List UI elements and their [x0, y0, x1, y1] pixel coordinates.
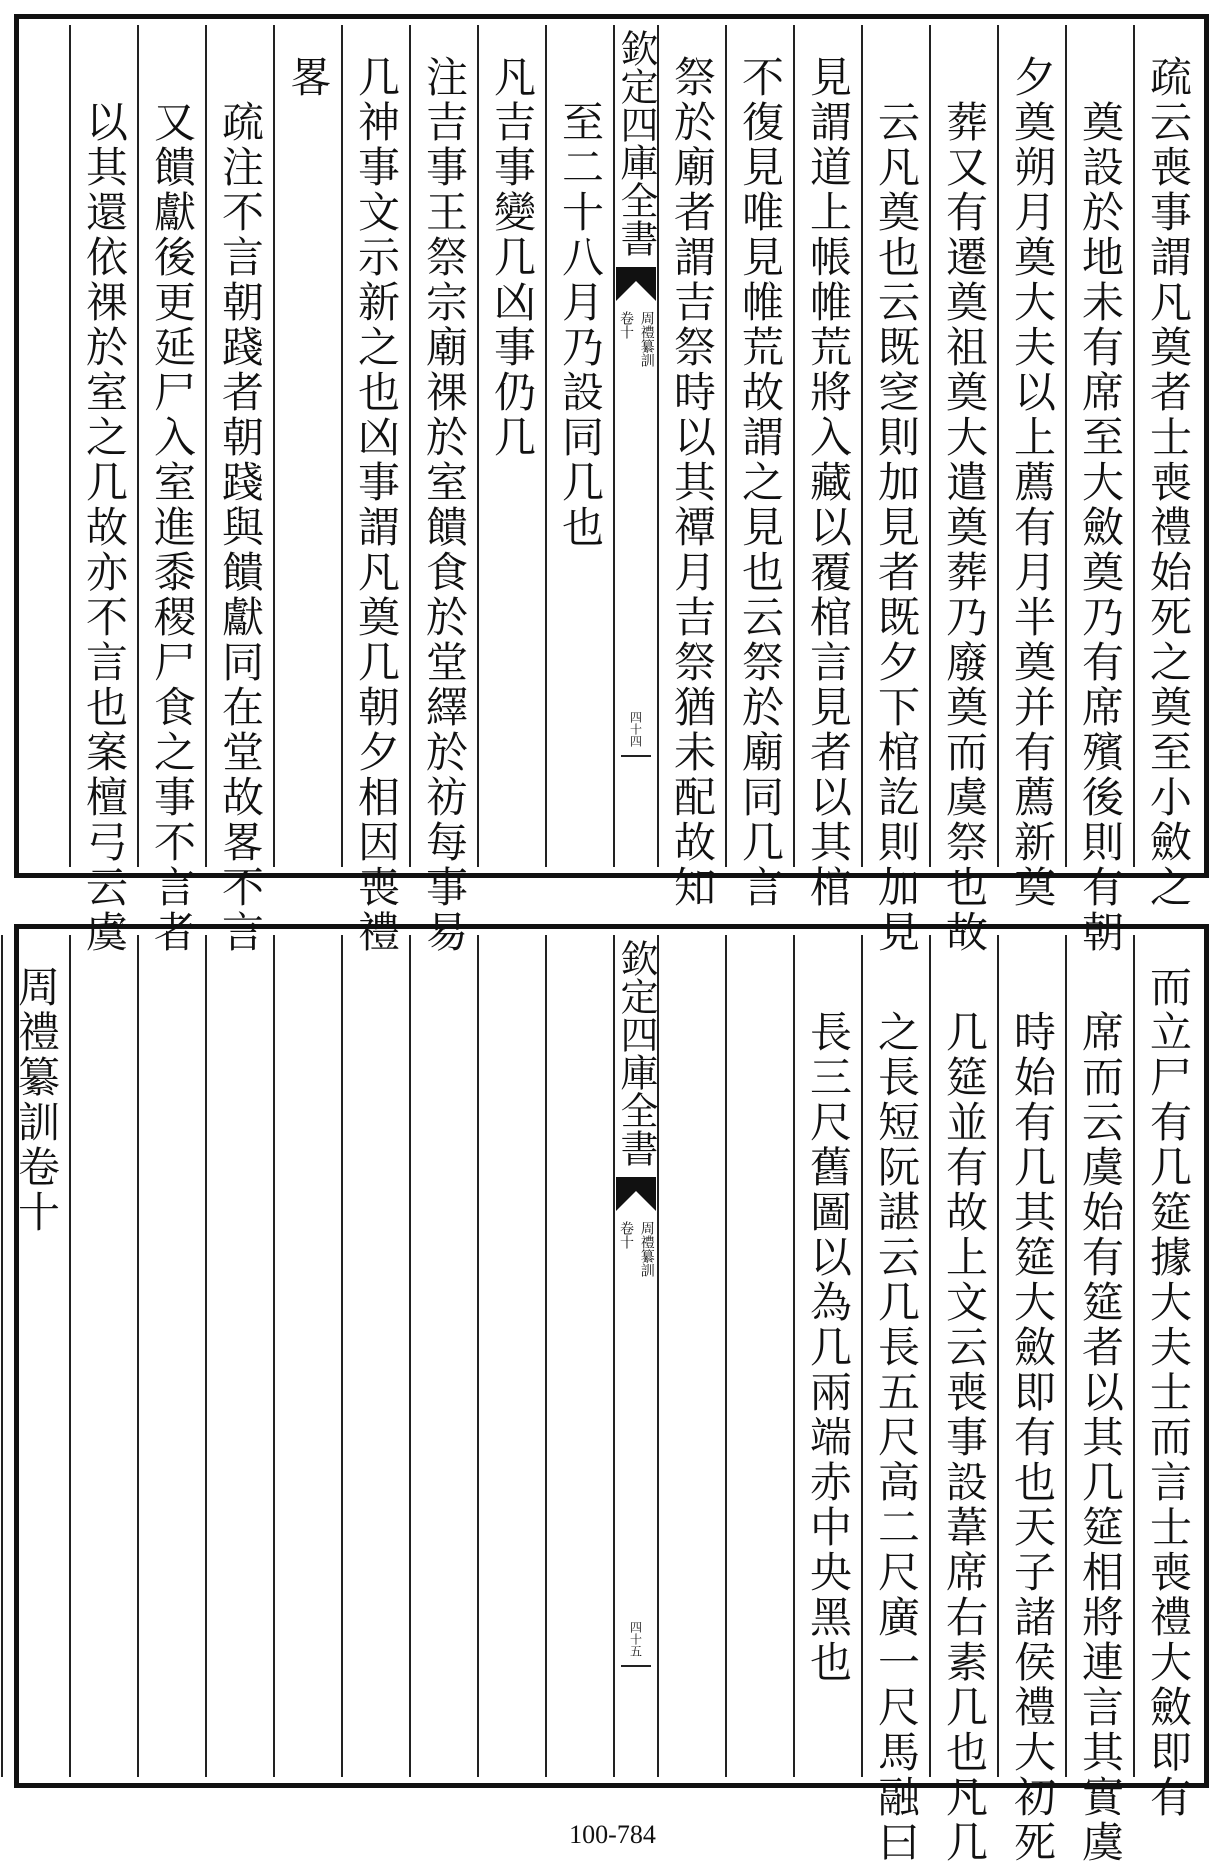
footer-page-ref: 100-784: [569, 1820, 656, 1849]
spine-title: 欽定四庫全書: [614, 29, 658, 257]
text-column: 見謂道上帳帷荒將入藏以覆棺言見者以其棺: [793, 25, 861, 867]
text-column: 席而云虞始有筵者以其几筵相將連言其實虞: [1065, 935, 1133, 1777]
spine-title: 欽定四庫全書: [614, 939, 658, 1167]
text-column: 畧: [273, 25, 341, 867]
text-column: 祭於廟者謂吉祭時以其禫月吉祭猶未配故知: [657, 25, 725, 867]
text-column: 注吉事王祭宗廟祼於室饋食於堂繹於祊每事易: [409, 25, 477, 867]
fish-tail-mark-icon: [616, 1177, 656, 1211]
text-column: 又饋獻後更延尸入室進黍稷尸食之事不言者: [137, 25, 205, 867]
text-column: 以其還依祼於室之几故亦不言也案檀弓云虞: [69, 25, 137, 867]
center-spine: [613, 25, 657, 867]
juan-end-title-column: 周禮纂訓卷十: [1, 935, 69, 1777]
text-column: 至二十八月乃設同几也: [545, 25, 613, 867]
text-column: 凡吉事變几凶事仍几: [477, 25, 545, 867]
text-column: [657, 935, 725, 1777]
text-column: 不復見唯見帷荒故謂之見也云祭於廟同几言: [725, 25, 793, 867]
page-number: 四十四: [628, 711, 643, 747]
text-column: 疏注不言朝踐者朝踐與饋獻同在堂故畧不言: [205, 25, 273, 867]
text-column: [725, 935, 793, 1777]
text-column: [205, 935, 273, 1777]
text-column: [477, 935, 545, 1777]
text-column: 長三尺舊圖以為几兩端赤中央黑也: [793, 935, 861, 1777]
spine-book-title: 周禮纂訓: [638, 1221, 655, 1277]
text-column: [69, 935, 137, 1777]
text-column: 奠設於地未有席至大斂奠乃有席殯後則有朝: [1065, 25, 1133, 867]
text-column: 葬又有遷奠祖奠大遣奠葬乃廢奠而虞祭也故: [929, 25, 997, 867]
text-column: 時始有几其筵大斂即有也天子諸侯禮大初死: [997, 935, 1065, 1777]
spine-book-title: 周禮纂訓: [638, 311, 655, 367]
text-column: [545, 935, 613, 1777]
fish-tail-mark-icon: [616, 267, 656, 301]
text-column: 之長短阮諶云几長五尺高二尺廣一尺馬融曰: [861, 935, 929, 1777]
text-column: [409, 935, 477, 1777]
spine-rule: [621, 1665, 651, 1667]
text-column: [341, 935, 409, 1777]
text-column: 疏云喪事謂凡奠者士喪禮始死之奠至小斂之: [1133, 25, 1201, 867]
spine-rule: [621, 755, 651, 757]
center-spine: [613, 935, 657, 1777]
text-column: [137, 935, 205, 1777]
text-column: [273, 935, 341, 1777]
spine-volume: 卷十: [618, 1221, 634, 1249]
text-column: 夕奠朔月奠大夫以上薦有月半奠并有薦新奠: [997, 25, 1065, 867]
text-column: 而立尸有几筵據大夫士而言士喪禮大斂即有: [1133, 935, 1201, 1777]
text-column: 云凡奠也云既窆則加見者既夕下棺訖則加見: [861, 25, 929, 867]
top-page-frame: [14, 14, 1209, 955]
text-column: 几神事文示新之也凶事謂凡奠几朝夕相因喪禮: [341, 25, 409, 867]
spine-volume: 卷十: [618, 311, 634, 339]
page-number: 四十五: [628, 1621, 643, 1657]
text-column: 几筵並有故上文云喪事設葦席右素几也凡几: [929, 935, 997, 1777]
